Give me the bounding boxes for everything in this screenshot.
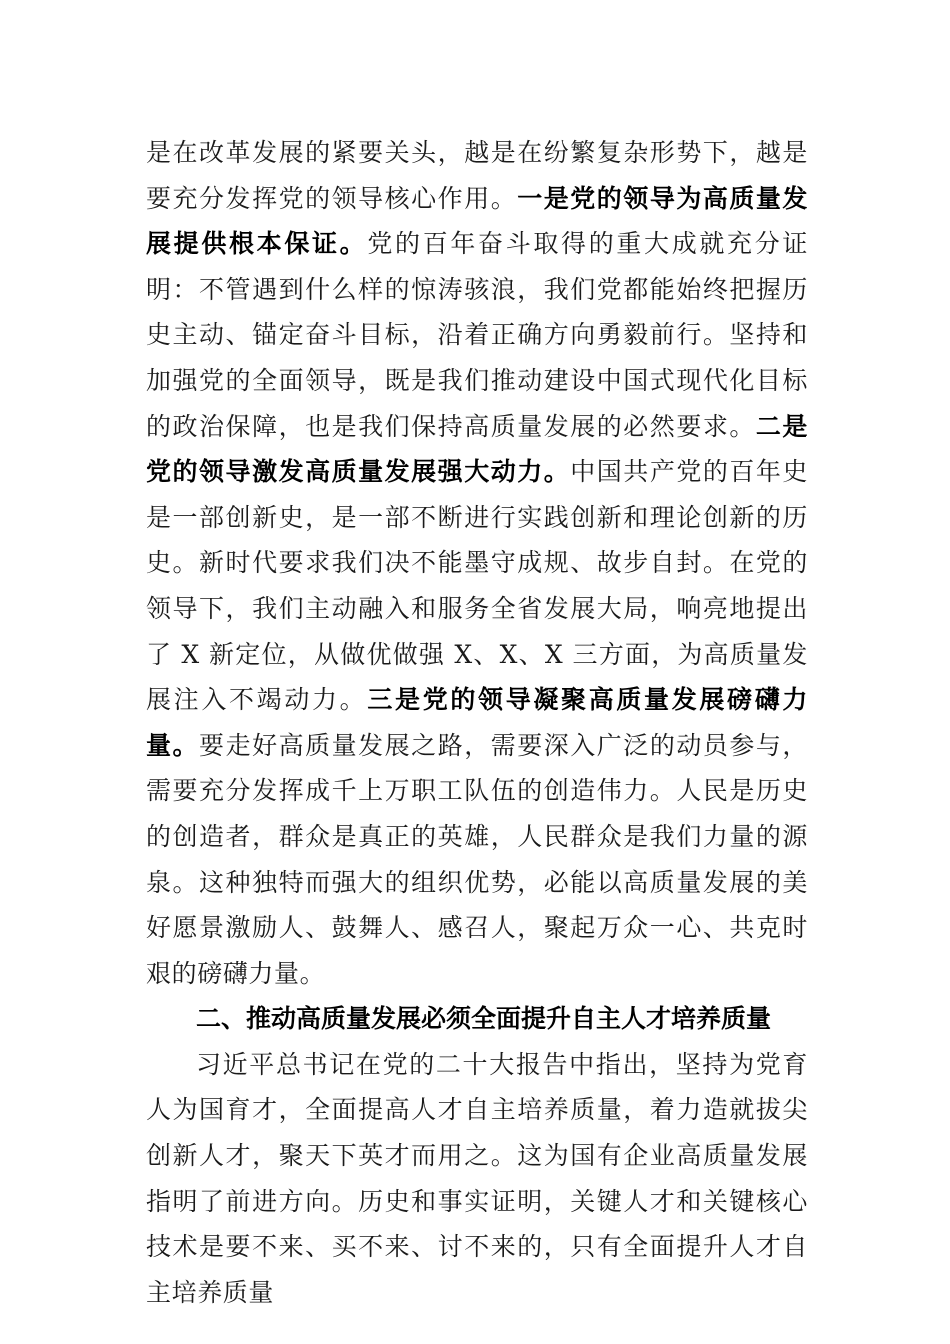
bold-point-one: 一是党的领导为高质量发展提供根本保证。: [146, 183, 808, 259]
bold-point-two: 二是党的领导激发高质量发展强大动力。: [146, 411, 808, 487]
paragraph-talent-cultivation: 习近平总书记在党的二十大报告中指出，坚持为党育人为国育才，全面提高人才自主培养质量，着力造就拔尖创新人才，聚天下英才而用之。这为国有企业高质量发展指明了前进方向。历史和事实证明，关键人才和关键核心技术是要不来、买不来、讨不来的，只有全面提升人才自主培养质量: [146, 1049, 808, 1307]
sentence-point-one: 党的百年奋斗取得的重大成就充分证明：不管遇到什么样的惊涛骇浪，我们党都能始终把握历史主动、锚定奋斗目标，沿着正确方向勇毅前行。坚持和加强党的全面领导，既是我们推动建设中国式现代化目标的政治保障，也是我们保持高质量发展的必然要求。: [146, 229, 808, 441]
paragraph-party-leadership: [146, 130, 808, 996]
sentence-intro: 是在改革发展的紧要关头，越是在纷繁复杂形势下，越是要充分发挥党的领导核心作用。: [146, 138, 808, 213]
document-body: [146, 130, 808, 1315]
section-heading-two: 二、推动高质量发展必须全面提升自主人才培养质量: [196, 1004, 772, 1034]
bold-point-three: 三是党的领导凝聚高质量发展磅礴力量。: [146, 685, 808, 760]
sentence-point-two: 中国共产党的百年史是一部创新史，是一部不断进行实践创新和理论创新的历史。新时代要求我们决不能墨守成规、故步自封。在党的领导下，我们主动融入和服务全省发展大局，响亮地提出了 X 新定位，从做优做强 X、X、X 三方面，为高质量发展注入不竭动力。: [146, 457, 808, 715]
sentence-point-three: 要走好高质量发展之路，需要深入广泛的动员参与，需要充分发挥成千上万职工队伍的创造伟力。人民是历史的创造者，群众是真正的英雄，人民群众是我们力量的源泉。这种独特而强大的组织优势，必能以高质量发展的美好愿景激励人、鼓舞人、感召人，聚起万众一心、共克时艰的磅礴力量。: [146, 730, 809, 988]
